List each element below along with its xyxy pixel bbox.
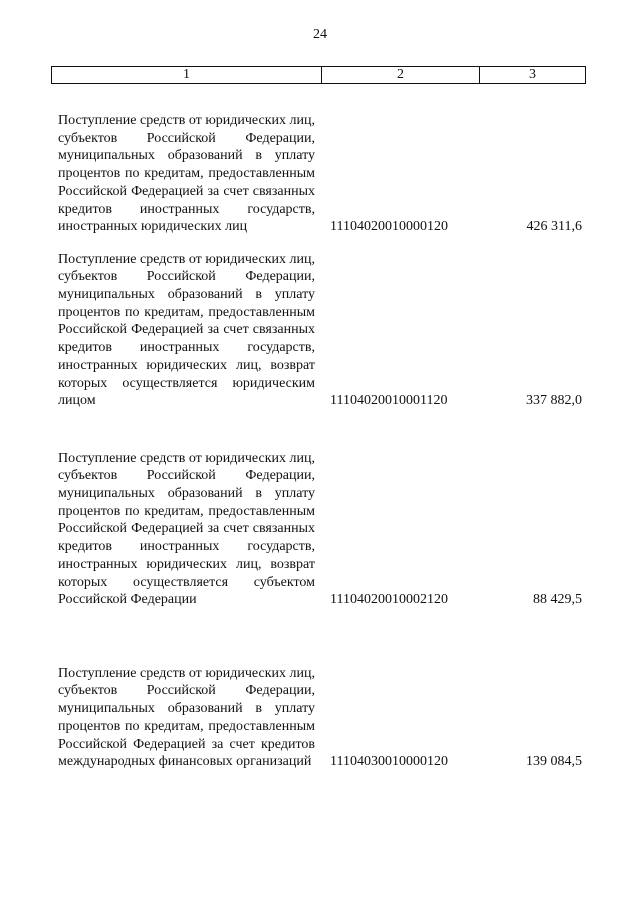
page-number: 24 <box>313 27 327 42</box>
row-amount: 426 311,6 <box>526 219 582 235</box>
row-description: Поступление средств от юридических лиц, субъектов Российской Федерации, муниципальных образований в уплату процентов по кредитам, предоставленным Российской Федерацией за счет связанных кредитов иностранных государств, иностранных юридических лиц <box>58 113 315 235</box>
row-description: Поступление средств от юридических лиц, субъектов Российской Федерации, муниципальных образований в уплату процентов по кредитам, предоставленным Российской Федерацией за счет кредитов международных финансовых организаций <box>58 665 315 770</box>
column-header-2: 2 <box>322 67 480 83</box>
row-description: Поступление средств от юридических лиц, субъектов Российской Федерации, муниципальных образований в уплату процентов по кредитам, предоставленным Российской Федерацией за счет связанных кредитов иностранных государств, иностранных юридических лиц, возврат которых осуществляется юридическим лицом <box>58 251 315 409</box>
column-header-3: 3 <box>529 67 536 82</box>
table-row <box>0 94 640 236</box>
table-header <box>51 66 586 84</box>
row-code: 11104030010000120 <box>330 754 448 770</box>
row-code: 11104020010001120 <box>330 393 448 409</box>
table-row <box>0 250 640 410</box>
row-code: 11104020010002120 <box>330 592 448 608</box>
table-row <box>0 432 640 609</box>
table-row <box>0 629 640 771</box>
row-amount: 337 882,0 <box>526 393 582 409</box>
row-amount: 139 084,5 <box>526 754 582 770</box>
row-code: 11104020010000120 <box>330 219 448 235</box>
row-description: Поступление средств от юридических лиц, субъектов Российской Федерации, муниципальных образований в уплату процентов по кредитам, предоставленным Российской Федерацией за счет связанных кредитов иностранных государств, иностранных юридических лиц, возврат которых осуществляется субъектом Российской Федерации <box>58 450 315 608</box>
row-amount: 88 429,5 <box>533 592 582 608</box>
column-header-1: 1 <box>52 67 322 83</box>
